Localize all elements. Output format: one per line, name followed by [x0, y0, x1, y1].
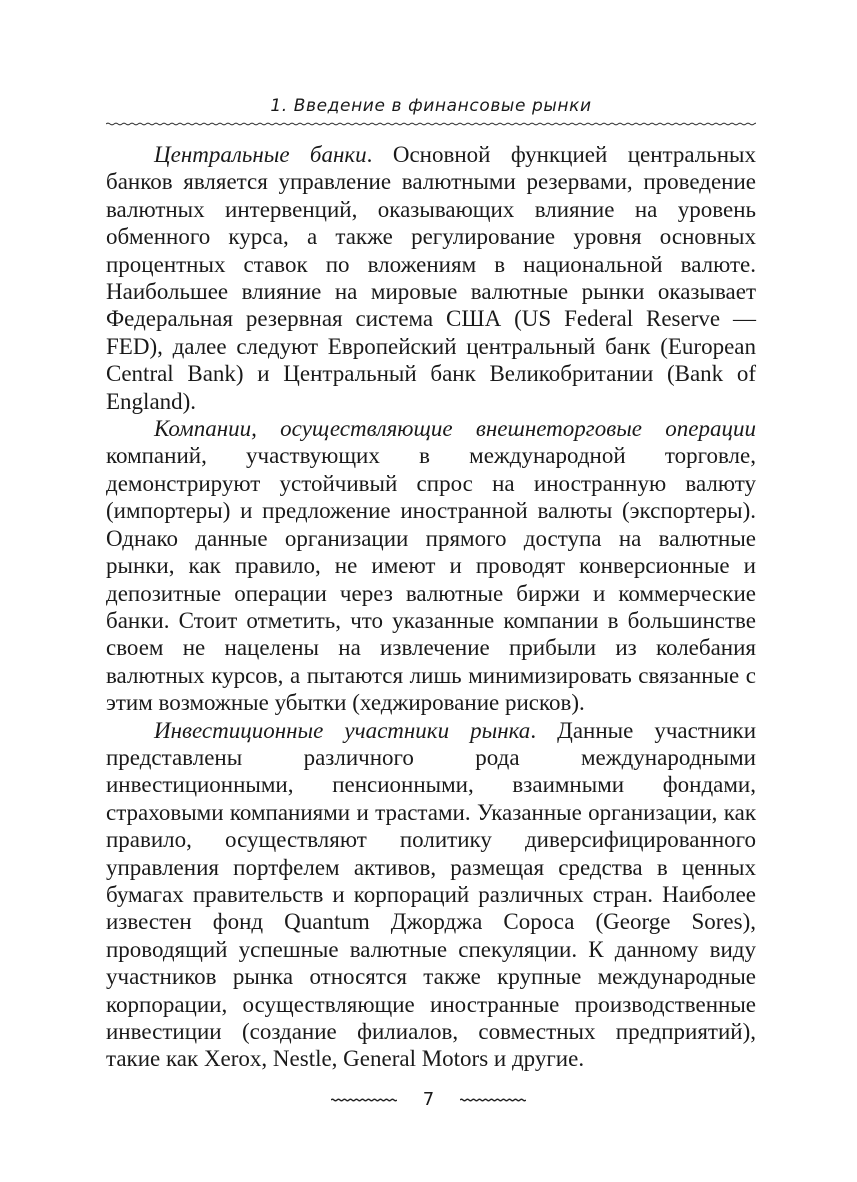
header-divider: [106, 121, 756, 127]
paragraph-lead: Центральные банки: [154, 142, 367, 167]
paragraph-text: компаний, участвующих в международной торговле, демонстрируют устойчивый спрос на иностранную валюту (импортеры) и предложение иностранной валюты (экспортеры). Однако данные организации прямого доступа на валютные рынки, как правило, не имеют и проводят конверсионные и депозитные операции через валютные биржи и коммерческие банки. Стоит отметить, что указанные компании в большинстве своем не нацелены на извлечение прибыли из колебания валютных курсов, а пытаются лишь минимизировать связанные с этим возможные убытки (хеджирование рисков).: [106, 443, 756, 716]
footer-ornament-left: [331, 1097, 397, 1103]
paragraph-trading-companies: [106, 415, 756, 716]
paragraph-investment-participants: [106, 717, 756, 1073]
running-head: 1. Введение в финансовые рынки: [270, 96, 592, 116]
paragraph-lead: Инвестиционные участники рынка: [154, 717, 531, 743]
paragraph-text: . Основной функцией центральных банков является управление валютными резервами, проведение валютных интервенций, оказывающих влияние на уровень обменного курса, а также регулирование уровня основных процентных ставок по вложениям в национальной валюте. Наибольшее влияние на мировые валютные рынки оказывает Федеральная резервная система США (US Federal Reserve — FED), далее следуют Европейский центральный банк (European Central Bank) и Центральный банк Великобритании (Bank of England).: [106, 142, 756, 414]
paragraph-text: . Данные участники представлены различного рода международными инвестиционными, пенсионными, взаимными фондами, страховыми компаниями и трастами. Указанные организации, как правило, осуществляют политику диверсифицированного управления портфелем активов, размещая средства в ценных бумагах правительств и корпораций различных стран. Наиболее известен фонд Quantum Джорджа Сороса (George Sores), проводящий успешные валютные спекуляции. К данному виду участников рынка относятся также крупные международные корпорации, осуществляющие иностранные производственные инвестиции (создание филиалов, совместных предприятий), такие как Xerox, Nestle, General Motors и другие.: [106, 717, 756, 1072]
footer-ornament-right: [460, 1097, 526, 1103]
paragraph-lead: Компании, осуществляющие внешнеторговые операции: [154, 416, 756, 442]
paragraph-central-banks: [106, 141, 756, 415]
page-number: 7: [422, 1089, 435, 1110]
page-footer: [0, 1086, 857, 1114]
page-body: [106, 141, 756, 1073]
